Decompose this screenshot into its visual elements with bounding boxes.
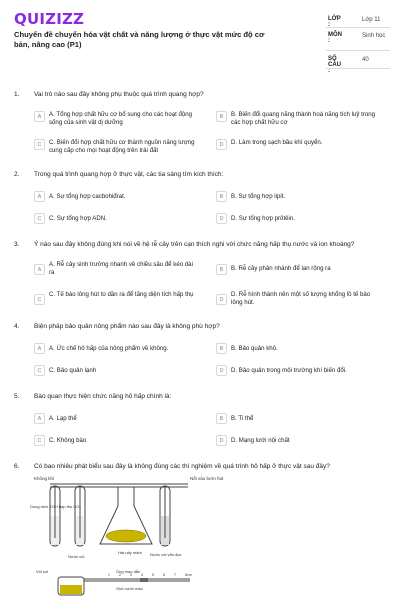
option-text: D. Làm trong sạch bầu khí quyển. [231,139,323,146]
respiration-experiment-diagram [30,472,230,600]
option-letter: A [34,343,45,354]
option-text: A. Sự tổng hợp cacbohiđrat. [49,193,126,200]
option-letter: C [34,365,45,376]
option-letter: A [34,413,45,424]
worksheet-title: Chuyển đề chuyển hóa vật chất và năng lượng ở thực vật mức độ cơ bản, nâng cao (P1) [14,30,265,49]
option-text: D. Sự tổng hợp prôtêin. [231,215,295,222]
option-text: B. Rễ cây phân nhánh để lan rộng ra [231,265,331,272]
option-text: C. Sự tổng hợp ADN. [49,215,107,222]
option-text: B. Sự tổng hợp lipit. [231,193,286,200]
question-number: 3. [14,241,20,248]
option-text: C. Không bào [49,437,87,444]
scale-label: 5 [152,573,154,577]
label-seeds: Hạt nảy mầm [118,550,142,555]
label-lime: Vôi sút [36,569,49,574]
option-text: A. Rễ cây sinh trưởng nhanh về chiều sâu để kéo dài ra [49,261,193,276]
label-capillary: Ống mao dẫn [116,569,141,574]
question-number: 1. [14,91,20,98]
option-letter: B [216,413,227,424]
option-letter: B [216,343,227,354]
quizizz-logo: QUIZIZZ [14,10,85,28]
option-text: D. Bảo quản trong môi trường khí biến đổi. [231,367,347,374]
option-letter: D [216,139,227,150]
option-text: C. Bảo quản lạnh [49,367,97,374]
question-text: Vai trò nào sau đây không phụ thuộc quá trình quang hợp? [34,91,204,98]
label-air: Không khí [34,476,55,481]
label-limewater: Nước vôi [68,554,85,559]
scale-label: 2 [119,573,121,577]
option-text: C. Biến đổi hợp chất hữu cơ thành nguồn năng lượng cung cấp cho mọi hoạt động trên trái đất [49,139,195,154]
option-text: B. Bảo quản khô. [231,345,278,352]
meta-value: 40 [362,57,369,63]
scale-label: 7 [174,573,176,577]
option-letter: C [34,139,45,150]
option-letter: D [216,435,227,446]
scale-label: 1 [108,573,110,577]
option-letter: A [34,191,45,202]
scale-ticks [108,573,192,577]
question-number: 5. [14,393,20,400]
question-number: 6. [14,463,20,470]
option-text: A. Lạp thể [49,415,77,422]
option-letter: B [216,264,227,275]
option-letter: B [216,111,227,122]
meta-label: MÔN : [328,32,342,44]
scale-label: 8cm [185,573,192,577]
scale-label: 3 [130,573,132,577]
label-pump: Nối vào bơm hút [190,476,224,481]
option-text: B. Ti thể [231,415,254,422]
option-text: A. Ức chế hô hấp của nông phẩm về không. [49,345,169,352]
question-text: Bào quan thực hiện chức năng hô hấp chính là: [34,393,172,400]
option-text: B. Biến đổi quang năng thành hoá năng tích luỹ trong các hợp chất hữu cơ [231,111,375,126]
seeds [60,585,82,594]
option-letter: C [34,294,45,305]
option-letter: D [216,294,227,305]
label-turbid: Nước vôi vẩn đục [150,552,182,557]
option-text: C. Tế bào lông hút to dần ra để tăng diện tích hấp thụ [49,291,194,298]
label-drop: Giọt nước màu [116,586,143,591]
germinating-seeds [106,530,146,542]
option-letter: C [34,213,45,224]
meta-label: SỐ CÂU : [328,56,341,74]
divider [326,68,390,69]
question-text: Biện pháp bảo quản nông phẩm nào sau đây là không phù hợp? [34,323,220,330]
scale-label: 4 [141,573,143,577]
question-text: Ý nào sau đây không đúng khi nói về hệ rễ cây trên cạn thích nghi với chức năng hấp thụ nước và ion khoáng? [34,241,355,248]
option-letter: C [34,435,45,446]
question-number: 2. [14,171,20,178]
question-text: Trong quá trình quang hợp ở thực vật, các tia sáng tím kích thích: [34,171,224,178]
option-letter: A [34,264,45,275]
label-koh: Dung dịch KOH hấp thụ CO₂ [30,504,81,509]
option-letter: A [34,111,45,122]
colored-drop [140,578,148,582]
scale-label: 6 [163,573,165,577]
meta-label: LỚP : [328,16,341,28]
option-text: D. Rễ hình thành nên một số lượng khổng lồ tế bào lông hút. [231,291,371,306]
option-letter: D [216,213,227,224]
option-letter: D [216,365,227,376]
option-text: A. Tổng hợp chất hữu cơ bổ sung cho các hoạt động sống của sinh vật dị dưỡng [49,111,193,126]
option-text: D. Mạng lưới nội chất [231,437,290,444]
divider [326,27,390,28]
divider [326,50,390,51]
meta-value: Lớp 11 [362,17,381,23]
question-number: 4. [14,323,20,330]
question-text: Có bao nhiêu phát biểu sau đây là không đúng các thí nghiệm về quá trình hô hấp ở thực vật sau đây? [34,463,330,470]
option-letter: B [216,191,227,202]
meta-value: Sinh học [362,33,386,39]
